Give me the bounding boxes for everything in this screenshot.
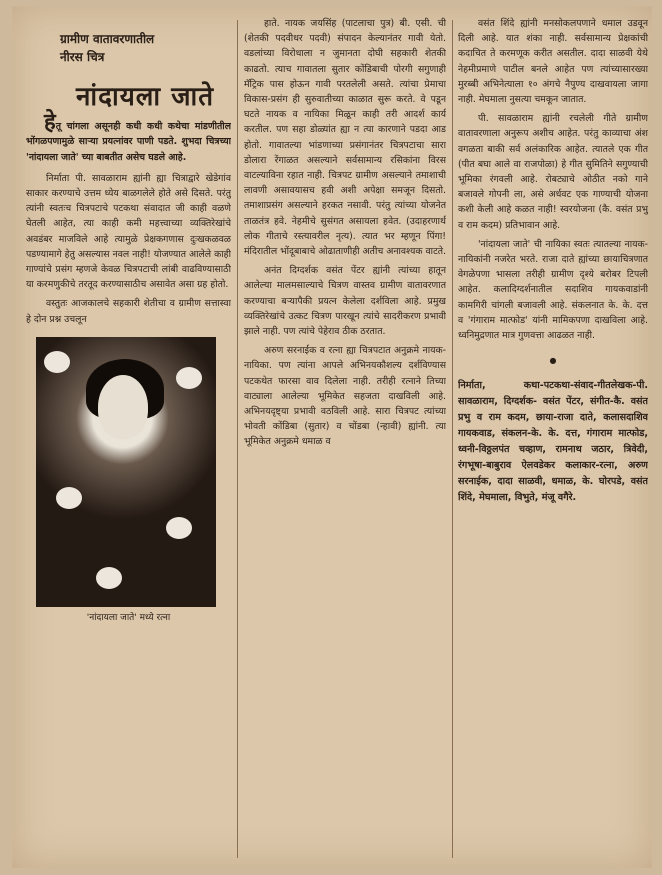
paragraph: निर्माता पी. सावळाराम ह्यांनी ह्या चित्राद्वारे खेडेगांव साकार करण्याचे उत्तम ध्येय बाळगलेले होते असे दिसते. परंतु त्यांनी स्वतःच चित्रपटाचे पटकथा संवादात जी काही वळणे घेतली आहेत, त्या काही कमी महत्त्वाच्या व्यक्तिरेखांचे अवडंबर माजविले आहे त्यामुळे प्रेक्षकगणास दुःखकळवळ पडण्यामागे हेतु असल्यास नवल नाही! योजण्यात आलेले काही गाण्यांचे प्रसंग म्हणजे केवळ चित्रपटाची लांबी वाढविण्यासाठी या करमणुकीचे तरतूद करण्यासाठीच असावेत असा ग्रह होतो. — [26, 172, 231, 291]
drop-cap: हे — [44, 110, 56, 136]
paragraph: 'नांदायला जाते' ची नायिका स्वतः त्यातल्या नायक-नायिकांनी नजरेत भरते. राजा दाते ह्यांच्या छायाचित्रणात वेगळेपणा भासला तरीही ग्रामीण दृश्ये बरोबर टिपली आहेत. कलादिग्दर्शनातील सदाशिव गायकवाडांनी कामगिरी चांगली बजावली आहे. संकलनात के. के. दत्त व 'गंगाराम मात्फोड' यांनी मामिकपणा दाखविला आहे. ध्वनिमुद्रणात मात्र गुणवत्ता आढळत नाही. — [458, 238, 648, 342]
column-3 — [458, 16, 648, 858]
section-bullet: ● — [549, 356, 557, 366]
paragraph: अनंत दिग्दर्शक वसंत पेंटर ह्यांनी त्यांच्या हातून आलेल्या मालमसाल्याचे चित्रण वास्तव ग्रामीण वातावरणात करण्याचा बऱ्यापैकी प्रयत्न केलेला दर्शविला आहे. प्रमुख व्यक्तिरेखांचे उत्कट चित्रण पारखून त्यांचे सादरीकरण प्रभावी झाले नाही. पण त्यांचे पेहेराव ठीक ठरतात. — [244, 265, 446, 338]
flower-shape — [176, 367, 202, 389]
face-shape — [98, 375, 148, 439]
paragraph: पी. सावळाराम ह्यांनी रचलेली गीते ग्रामीण वातावरणाला अनुरूप अशीच आहेत. परंतु काव्याचा अंश वगळता बाकी सर्व अलंकारिक आहेत. त्यातले एक गीत (पीत बघा आले वा राजपोळा) हे गीत सुमितिने सगुण्याची भूमिका रंगवली आहे. रोबट्याचे ओठीत नको गाने बजावले गोपनी ला, असे अर्धवट एक गाण्याची योजना कशी केली आहे कळत नाही! स्वरयोजना (कै. वसंत प्रभु व राम कदम) प्रतिभावान आहे. — [458, 113, 648, 231]
column-1 — [26, 16, 231, 858]
column-2 — [244, 16, 446, 858]
article-lead — [26, 110, 231, 165]
actress-photo — [36, 337, 216, 607]
flower-shape — [166, 517, 192, 539]
flower-shape — [56, 487, 82, 509]
film-credits: निर्माता, कथा-पटकथा-संवाद-गीतलेखक-पी. सावळाराम, दिग्दर्शक- वसंत पेंटर, संगीत-कै. वसंत प्रभु व राम कदम, छाया-राजा दाते, कलासदाशिव गायकवाड, संकलन-के. के. दत्त, गंगाराम मात्फोड, ध्वनी-विठ्ठलपंत चव्हाण, रामनाथ जठार, त्रिवेदी, रंगभूषा-बाबुराव ऐलवडेकर कलाकार-रत्ना, अरुण सरनाईक, दादा साळवी, धमाळ, के. घोरपडे, वसंत शिंदे, मेघमाला, विभुते, मंजू वगैरे. — [458, 380, 648, 504]
column-divider — [452, 20, 453, 858]
kicker-line-1: ग्रामीण वातावरणातील — [60, 32, 155, 46]
paragraph: हाते. नायक जयसिंह (पाटलाचा पुत्र) बी. एसी. ची (शेतकी पदवीधर पदवी) संपादन केल्यानंतर गावी येतो. वडलांच्या विरोधाला न जुमानता दोघी सहकारी शेतकी काढतो. त्याच गावातला सुतार कोंडिबाची पोरगी सगुणाही मॅट्रिक पास होऊन गावी परतलेली असते. त्यांचा प्रेमाचा विकास-प्रसंग ही सुरुवातीच्या काळात सुरू करते. वे पडून घटते नायक व नायिका मिळून काही तरी आदर्श कार्य करतील. पण सहा डोळ्यांत ह्या न त्या कारणाने पडदा आड होतो. गावातल्या भांडणाच्या प्रसंगानंतर चित्रपटाचा सारा डोलारा रेंगाळत असल्याने सर्वसामान्य रसिकांना विरस वाटल्याविना रहात नाही. चित्रपट ग्रामीण असल्याने तमाशाची लावणी असावयासच हवी अशी अपेक्षा समजून दिसतो. तमाशाप्रसंग असल्याने हरकत नसावी. परंतु त्यांच्या योजनेत ताळतंत्र हवे. नेहमीचे सुसंगत असायला हवेत. (उदाहरणार्थ लोक गीताचे रस्त्यावरील नृत्य). त्यात भर म्हणून पिंगा! मंदिरातील भोंदूबाबाचे ओढाताणीही अतीच अनावश्यक वाटते. — [244, 18, 446, 258]
article-kicker — [60, 30, 231, 66]
flower-shape — [96, 567, 122, 589]
lead-text: तू चांगला असूनही कधी कधी कथेचा मांडणीतील भोंगळपणामुळे साऱ्या प्रयत्नांवर पाणी पडते. शुभदा चित्रच्या 'नांदायला जाते' च्या बाबतीत असेच घडले आहे. — [26, 121, 231, 163]
paragraph: अरुण सरनाईक व रत्ना ह्या चित्रपटात अनुक्रमे नायक-नायिका. पण त्यांना आपले अभिनयकौशल्य दर्शविण्यास पटकथेत फारसा वाव दिलेला नाही. तरीही रत्नाने तिच्या वाट्याला आलेल्या भूमिकेत सहजता दाखविली आहे. अभिनयदृष्ट्या प्रभावी वठविली आहे. सारा चित्रपट त्यांच्या भोवती कोंडिबा (सुतार) व चोंडबा (न्हावी) ह्यांनी. त्या भूमिकेत अनुक्रमे धमाळ व — [244, 345, 446, 448]
paragraph: वस्तुतः आजकालचे सहकारी शेतीचा व ग्रामीण सत्तास्वा हे दोन प्रश्न उचलून — [26, 298, 231, 325]
paragraph: वसंत शिंदे ह्यांनी मनसोकलपणाने धमाल उडवून दिली आहे. यात शंका नाही. सर्वसामान्य प्रेक्षकांची कदाचित ते करमणूक करीत असतील. दादा साळवी येथे नेहमीप्रमाणे पाटील बनले आहेत पण त्यांच्यासारख्या मुरब्बी अभिनेत्याला १० अंगचे नैपुण्य दाखवायला जागा नाही. मेघमाला नुसत्या चमकून जातात. — [458, 18, 648, 106]
flower-shape — [44, 351, 70, 373]
column-divider — [237, 20, 238, 858]
photo-caption: 'नांदायला जाते' मध्ये रत्ना — [86, 612, 171, 623]
kicker-line-2: नीरस चित्र — [60, 50, 105, 64]
magazine-page — [12, 6, 652, 868]
article-title: नांदायला जाते — [76, 82, 215, 112]
